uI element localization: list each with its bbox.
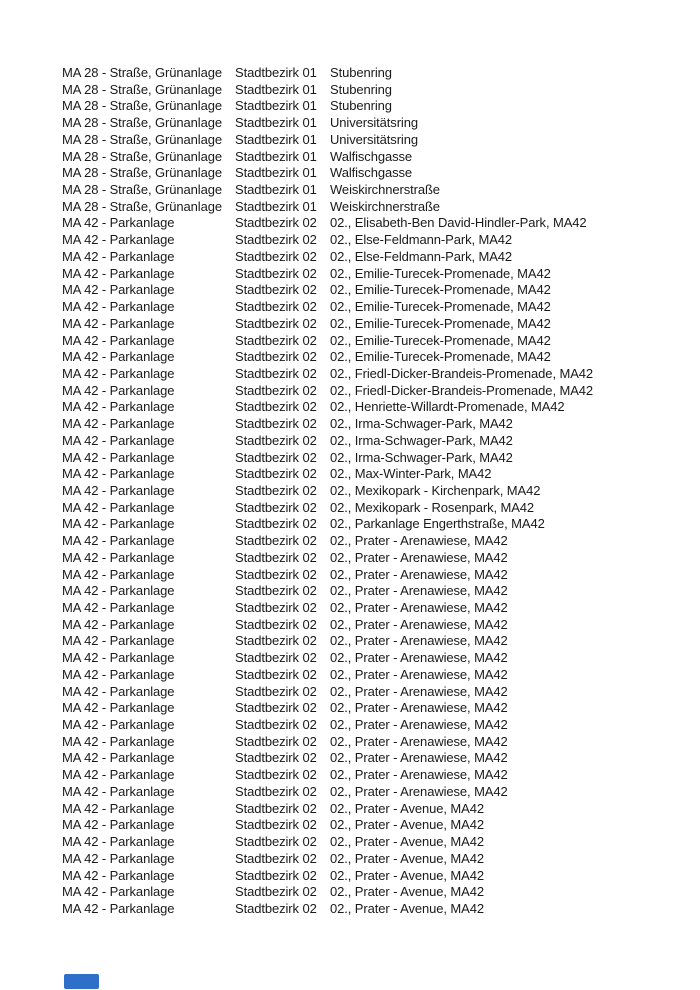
table-row xyxy=(62,901,700,918)
table-row xyxy=(62,450,700,467)
cell-ort: 02., Prater - Arenawiese, MA42 xyxy=(330,666,508,682)
table-row xyxy=(62,316,700,333)
table-row xyxy=(62,750,700,767)
cell-ort: 02., Prater - Avenue, MA42 xyxy=(330,867,484,883)
cell-bereich: MA 42 - Parkanlage xyxy=(62,783,175,799)
table-row xyxy=(62,650,700,667)
cell-ort: Stubenring xyxy=(330,98,392,114)
cell-stadtbezirk: Stadtbezirk 02 xyxy=(235,432,317,448)
cell-bereich: MA 42 - Parkanlage xyxy=(62,299,175,315)
table-row xyxy=(62,784,700,801)
cell-ort: Weiskirchnerstraße xyxy=(330,198,440,214)
cell-stadtbezirk: Stadtbezirk 02 xyxy=(235,817,317,833)
table-row xyxy=(62,600,700,617)
table-row xyxy=(62,868,700,885)
table-row xyxy=(62,834,700,851)
table-row xyxy=(62,282,700,299)
cell-bereich: MA 42 - Parkanlage xyxy=(62,666,175,682)
cell-bereich: MA 42 - Parkanlage xyxy=(62,449,175,465)
cell-stadtbezirk: Stadtbezirk 02 xyxy=(235,717,317,733)
cell-ort: 02., Prater - Arenawiese, MA42 xyxy=(330,733,508,749)
cell-stadtbezirk: Stadtbezirk 02 xyxy=(235,600,317,615)
cell-ort: Universitätsring xyxy=(330,115,418,131)
cell-ort: 02., Prater - Arenawiese, MA42 xyxy=(330,700,508,716)
table-row xyxy=(62,433,700,450)
table-row xyxy=(62,500,700,517)
cell-stadtbezirk: Stadtbezirk 01 xyxy=(235,98,317,114)
table-row xyxy=(62,851,700,868)
cell-stadtbezirk: Stadtbezirk 02 xyxy=(235,633,317,649)
cell-bereich: MA 28 - Straße, Grünanlage xyxy=(62,65,222,80)
table-row xyxy=(62,182,700,199)
cell-bereich: MA 42 - Parkanlage xyxy=(62,349,175,365)
cell-stadtbezirk: Stadtbezirk 01 xyxy=(235,81,317,97)
cell-bereich: MA 42 - Parkanlage xyxy=(62,850,175,866)
cell-stadtbezirk: Stadtbezirk 02 xyxy=(235,332,317,348)
table-row xyxy=(62,132,700,149)
cell-bereich: MA 42 - Parkanlage xyxy=(62,215,175,231)
cell-bereich: MA 28 - Straße, Grünanlage xyxy=(62,81,222,97)
cell-ort: 02., Parkanlage Engerthstraße, MA42 xyxy=(330,516,545,532)
cell-ort: 02., Prater - Arenawiese, MA42 xyxy=(330,767,508,783)
cell-stadtbezirk: Stadtbezirk 01 xyxy=(235,182,317,198)
cell-ort: 02., Prater - Arenawiese, MA42 xyxy=(330,566,508,582)
table-row xyxy=(62,567,700,584)
cell-stadtbezirk: Stadtbezirk 01 xyxy=(235,65,317,80)
table-row xyxy=(62,583,700,600)
cell-ort: 02., Prater - Arenawiese, MA42 xyxy=(330,650,508,666)
table-row xyxy=(62,82,700,99)
table-row xyxy=(62,333,700,350)
cell-stadtbezirk: Stadtbezirk 02 xyxy=(235,499,317,515)
cell-stadtbezirk: Stadtbezirk 02 xyxy=(235,683,317,699)
cell-bereich: MA 42 - Parkanlage xyxy=(62,683,175,699)
cell-bereich: MA 42 - Parkanlage xyxy=(62,800,175,816)
cell-ort: Weiskirchnerstraße xyxy=(330,182,440,198)
cell-bereich: MA 42 - Parkanlage xyxy=(62,382,175,398)
cell-bereich: MA 42 - Parkanlage xyxy=(62,717,175,733)
cell-ort: 02., Prater - Avenue, MA42 xyxy=(330,850,484,866)
cell-ort: 02., Prater - Avenue, MA42 xyxy=(330,834,484,850)
cell-stadtbezirk: Stadtbezirk 01 xyxy=(235,165,317,181)
cell-ort: Stubenring xyxy=(330,65,392,80)
cell-ort: 02., Emilie-Turecek-Promenade, MA42 xyxy=(330,332,551,348)
cell-bereich: MA 42 - Parkanlage xyxy=(62,566,175,582)
table-row xyxy=(62,667,700,684)
cell-ort: 02., Prater - Arenawiese, MA42 xyxy=(330,783,508,799)
cell-stadtbezirk: Stadtbezirk 02 xyxy=(235,616,317,632)
table-row xyxy=(62,633,700,650)
cell-bereich: MA 42 - Parkanlage xyxy=(62,583,175,599)
cell-stadtbezirk: Stadtbezirk 02 xyxy=(235,248,317,264)
cell-ort: 02., Prater - Avenue, MA42 xyxy=(330,800,484,816)
cell-stadtbezirk: Stadtbezirk 02 xyxy=(235,449,317,465)
cell-stadtbezirk: Stadtbezirk 02 xyxy=(235,533,317,549)
cell-bereich: MA 42 - Parkanlage xyxy=(62,365,175,381)
cell-bereich: MA 42 - Parkanlage xyxy=(62,332,175,348)
table-row xyxy=(62,801,700,818)
cell-ort: Universitätsring xyxy=(330,131,418,147)
table-row xyxy=(62,550,700,567)
table-row xyxy=(62,366,700,383)
cell-bereich: MA 28 - Straße, Grünanlage xyxy=(62,98,222,114)
cell-stadtbezirk: Stadtbezirk 01 xyxy=(235,131,317,147)
cell-bereich: MA 42 - Parkanlage xyxy=(62,533,175,549)
cell-ort: Walfischgasse xyxy=(330,165,413,181)
cell-bereich: MA 42 - Parkanlage xyxy=(62,399,175,415)
cell-bereich: MA 42 - Parkanlage xyxy=(62,817,175,833)
cell-stadtbezirk: Stadtbezirk 02 xyxy=(235,800,317,816)
table-row xyxy=(62,533,700,550)
cell-stadtbezirk: Stadtbezirk 02 xyxy=(235,834,317,850)
cell-stadtbezirk: Stadtbezirk 01 xyxy=(235,198,317,214)
cell-bereich: MA 42 - Parkanlage xyxy=(62,633,175,649)
cell-ort: 02., Prater - Arenawiese, MA42 xyxy=(330,533,508,549)
cell-bereich: MA 42 - Parkanlage xyxy=(62,482,175,498)
cell-ort: 02., Friedl-Dicker-Brandeis-Promenade, MA42 xyxy=(330,365,594,381)
cell-stadtbezirk: Stadtbezirk 02 xyxy=(235,232,317,248)
cell-bereich: MA 42 - Parkanlage xyxy=(62,315,175,331)
cell-ort: 02., Prater - Avenue, MA42 xyxy=(330,884,484,900)
cell-ort: 02., Prater - Arenawiese, MA42 xyxy=(330,583,508,599)
cell-stadtbezirk: Stadtbezirk 02 xyxy=(235,583,317,599)
table-row xyxy=(62,98,700,115)
table-row xyxy=(62,215,700,232)
cell-stadtbezirk: Stadtbezirk 02 xyxy=(235,566,317,582)
cell-ort: 02., Emilie-Turecek-Promenade, MA42 xyxy=(330,282,551,298)
cell-ort: 02., Else-Feldmann-Park, MA42 xyxy=(330,232,513,248)
cell-bereich: MA 28 - Straße, Grünanlage xyxy=(62,148,222,164)
cell-bereich: MA 42 - Parkanlage xyxy=(62,232,175,248)
cell-bereich: MA 42 - Parkanlage xyxy=(62,265,175,281)
cell-bereich: MA 42 - Parkanlage xyxy=(62,600,175,615)
cell-ort: 02., Mexikopark - Rosenpark, MA42 xyxy=(330,499,535,515)
table-row xyxy=(62,232,700,249)
cell-stadtbezirk: Stadtbezirk 02 xyxy=(235,783,317,799)
cell-stadtbezirk: Stadtbezirk 02 xyxy=(235,299,317,315)
table-row xyxy=(62,149,700,166)
cell-bereich: MA 42 - Parkanlage xyxy=(62,650,175,666)
cell-bereich: MA 42 - Parkanlage xyxy=(62,516,175,532)
cell-bereich: MA 42 - Parkanlage xyxy=(62,884,175,900)
cell-stadtbezirk: Stadtbezirk 02 xyxy=(235,700,317,716)
cell-stadtbezirk: Stadtbezirk 02 xyxy=(235,365,317,381)
cell-stadtbezirk: Stadtbezirk 02 xyxy=(235,549,317,565)
cell-ort: 02., Emilie-Turecek-Promenade, MA42 xyxy=(330,265,551,281)
table-row xyxy=(62,717,700,734)
cell-ort: 02., Emilie-Turecek-Promenade, MA42 xyxy=(330,349,551,365)
cell-ort: Walfischgasse xyxy=(330,148,413,164)
cell-stadtbezirk: Stadtbezirk 02 xyxy=(235,867,317,883)
cell-bereich: MA 42 - Parkanlage xyxy=(62,416,175,432)
cell-stadtbezirk: Stadtbezirk 02 xyxy=(235,215,317,231)
cell-bereich: MA 28 - Straße, Grünanlage xyxy=(62,198,222,214)
cell-ort: 02., Mexikopark - Kirchenpark, MA42 xyxy=(330,482,541,498)
cell-ort: 02., Elisabeth-Ben David-Hindler-Park, MA42 xyxy=(330,215,587,231)
table-row xyxy=(62,516,700,533)
table-row xyxy=(62,65,700,82)
cell-stadtbezirk: Stadtbezirk 02 xyxy=(235,349,317,365)
cell-bereich: MA 42 - Parkanlage xyxy=(62,466,175,482)
cell-stadtbezirk: Stadtbezirk 02 xyxy=(235,884,317,900)
cell-ort: 02., Emilie-Turecek-Promenade, MA42 xyxy=(330,299,551,315)
cell-bereich: MA 42 - Parkanlage xyxy=(62,549,175,565)
cell-bereich: MA 28 - Straße, Grünanlage xyxy=(62,182,222,198)
cell-bereich: MA 42 - Parkanlage xyxy=(62,767,175,783)
cell-bereich: MA 42 - Parkanlage xyxy=(62,432,175,448)
cell-stadtbezirk: Stadtbezirk 02 xyxy=(235,733,317,749)
cell-ort: 02., Irma-Schwager-Park, MA42 xyxy=(330,449,513,465)
cell-stadtbezirk: Stadtbezirk 02 xyxy=(235,900,317,916)
cell-stadtbezirk: Stadtbezirk 02 xyxy=(235,516,317,532)
cell-bereich: MA 42 - Parkanlage xyxy=(62,499,175,515)
cell-ort: 02., Irma-Schwager-Park, MA42 xyxy=(330,432,513,448)
cell-stadtbezirk: Stadtbezirk 02 xyxy=(235,466,317,482)
cell-ort: 02., Prater - Arenawiese, MA42 xyxy=(330,633,508,649)
table-row xyxy=(62,466,700,483)
table-row xyxy=(62,734,700,751)
cell-ort: 02., Prater - Avenue, MA42 xyxy=(330,900,484,916)
cell-ort: 02., Else-Feldmann-Park, MA42 xyxy=(330,248,513,264)
table-row xyxy=(62,817,700,834)
table xyxy=(62,65,700,918)
cell-stadtbezirk: Stadtbezirk 02 xyxy=(235,382,317,398)
cell-stadtbezirk: Stadtbezirk 02 xyxy=(235,282,317,298)
cell-bereich: MA 42 - Parkanlage xyxy=(62,700,175,716)
cell-stadtbezirk: Stadtbezirk 02 xyxy=(235,666,317,682)
table-row xyxy=(62,299,700,316)
cell-ort: 02., Prater - Arenawiese, MA42 xyxy=(330,600,508,615)
cell-ort: 02., Prater - Arenawiese, MA42 xyxy=(330,717,508,733)
cell-bereich: MA 42 - Parkanlage xyxy=(62,282,175,298)
cell-bereich: MA 42 - Parkanlage xyxy=(62,834,175,850)
cell-stadtbezirk: Stadtbezirk 01 xyxy=(235,148,317,164)
table-row xyxy=(62,767,700,784)
cell-ort: 02., Friedl-Dicker-Brandeis-Promenade, MA42 xyxy=(330,382,594,398)
cell-ort: 02., Prater - Arenawiese, MA42 xyxy=(330,616,508,632)
table-row xyxy=(62,483,700,500)
cell-stadtbezirk: Stadtbezirk 02 xyxy=(235,850,317,866)
cell-ort: 02., Max-Winter-Park, MA42 xyxy=(330,466,492,482)
table-row xyxy=(62,199,700,216)
cell-ort: Stubenring xyxy=(330,81,392,97)
cell-stadtbezirk: Stadtbezirk 02 xyxy=(235,416,317,432)
table-row xyxy=(62,700,700,717)
cell-ort: 02., Prater - Arenawiese, MA42 xyxy=(330,750,508,766)
table-row xyxy=(62,399,700,416)
cell-ort: 02., Irma-Schwager-Park, MA42 xyxy=(330,416,513,432)
cell-stadtbezirk: Stadtbezirk 02 xyxy=(235,650,317,666)
cell-ort: 02., Prater - Avenue, MA42 xyxy=(330,817,484,833)
cell-ort: 02., Emilie-Turecek-Promenade, MA42 xyxy=(330,315,551,331)
cell-ort: 02., Henriette-Willardt-Promenade, MA42 xyxy=(330,399,565,415)
cell-stadtbezirk: Stadtbezirk 02 xyxy=(235,399,317,415)
cell-stadtbezirk: Stadtbezirk 02 xyxy=(235,265,317,281)
blue-highlight-marker xyxy=(64,974,99,989)
table-row xyxy=(62,383,700,400)
cell-stadtbezirk: Stadtbezirk 02 xyxy=(235,315,317,331)
cell-bereich: MA 42 - Parkanlage xyxy=(62,733,175,749)
cell-stadtbezirk: Stadtbezirk 02 xyxy=(235,750,317,766)
table-row xyxy=(62,115,700,132)
table-row xyxy=(62,617,700,634)
table-row xyxy=(62,416,700,433)
cell-stadtbezirk: Stadtbezirk 02 xyxy=(235,482,317,498)
cell-ort: 02., Prater - Arenawiese, MA42 xyxy=(330,549,508,565)
table-row xyxy=(62,165,700,182)
table-row xyxy=(62,349,700,366)
cell-bereich: MA 42 - Parkanlage xyxy=(62,867,175,883)
table-row xyxy=(62,266,700,283)
cell-bereich: MA 28 - Straße, Grünanlage xyxy=(62,131,222,147)
cell-bereich: MA 42 - Parkanlage xyxy=(62,616,175,632)
cell-bereich: MA 28 - Straße, Grünanlage xyxy=(62,115,222,131)
cell-ort: 02., Prater - Arenawiese, MA42 xyxy=(330,683,508,699)
cell-bereich: MA 42 - Parkanlage xyxy=(62,750,175,766)
table-row xyxy=(62,249,700,266)
cell-bereich: MA 42 - Parkanlage xyxy=(62,248,175,264)
cell-bereich: MA 28 - Straße, Grünanlage xyxy=(62,165,222,181)
table-row xyxy=(62,884,700,901)
cell-bereich: MA 42 - Parkanlage xyxy=(62,900,175,916)
table-row xyxy=(62,684,700,701)
cell-stadtbezirk: Stadtbezirk 02 xyxy=(235,767,317,783)
cell-stadtbezirk: Stadtbezirk 01 xyxy=(235,115,317,131)
